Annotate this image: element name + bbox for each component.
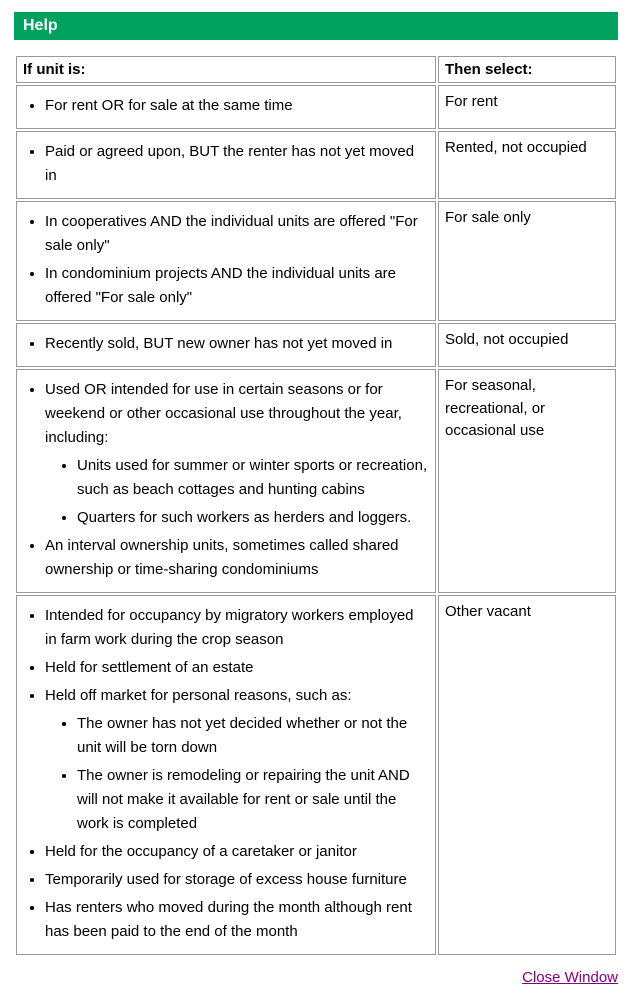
col-header-then-select: Then select: xyxy=(438,56,616,83)
condition-subitem: • The owner is remodeling or repairing the unit AND will not make it available for rent or sale until the work is completed xyxy=(77,764,429,836)
condition-cell xyxy=(16,201,436,321)
condition-cell xyxy=(16,85,436,129)
table-body xyxy=(16,85,616,955)
select-cell: Other vacant xyxy=(438,595,616,955)
table-row xyxy=(16,369,616,593)
close-window-link[interactable]: Close Window xyxy=(522,969,618,986)
condition-sublist xyxy=(45,712,429,836)
select-cell: For rent xyxy=(438,85,616,129)
condition-item: • Used OR intended for use in certain seasons or for weekend or other occasional use throughout the year, including: • Units used for summer or winter sports or recreation, such as beach cottages and hunting cabins • Quarters for such workers as herders and loggers. xyxy=(45,378,429,530)
condition-cell xyxy=(16,131,436,199)
table-row xyxy=(16,201,616,321)
select-cell: For seasonal, recreational, or occasional use xyxy=(438,369,616,593)
condition-list xyxy=(19,332,429,356)
condition-cell xyxy=(16,595,436,955)
condition-cell xyxy=(16,369,436,593)
condition-item: • Held for settlement of an estate xyxy=(45,656,429,680)
table-header-row xyxy=(16,56,616,83)
condition-item: • Paid or agreed upon, BUT the renter has not yet moved in xyxy=(45,140,429,188)
condition-cell xyxy=(16,323,436,367)
condition-item: • Recently sold, BUT new owner has not yet moved in xyxy=(45,332,429,356)
condition-list xyxy=(19,378,429,582)
condition-item: • An interval ownership units, sometimes called shared ownership or time-sharing condominiums xyxy=(45,534,429,582)
condition-item: • Intended for occupancy by migratory workers employed in farm work during the crop season xyxy=(45,604,429,652)
condition-item: • In condominium projects AND the individual units are offered "For sale only" xyxy=(45,262,429,310)
select-cell: Sold, not occupied xyxy=(438,323,616,367)
select-cell: For sale only xyxy=(438,201,616,321)
condition-list xyxy=(19,210,429,310)
footer xyxy=(14,969,618,986)
condition-list xyxy=(19,94,429,118)
table-row xyxy=(16,131,616,199)
condition-list xyxy=(19,604,429,944)
condition-item: • Held for the occupancy of a caretaker or janitor xyxy=(45,840,429,864)
col-header-if-unit-is: If unit is: xyxy=(16,56,436,83)
condition-list xyxy=(19,140,429,188)
condition-subitem: • Quarters for such workers as herders and loggers. xyxy=(77,506,429,530)
table-row xyxy=(16,323,616,367)
condition-item: • In cooperatives AND the individual units are offered "For sale only" xyxy=(45,210,429,258)
condition-item: • Has renters who moved during the month although rent has been paid to the end of the month xyxy=(45,896,429,944)
help-table xyxy=(14,54,618,957)
table-row xyxy=(16,85,616,129)
condition-item: • For rent OR for sale at the same time xyxy=(45,94,429,118)
condition-sublist xyxy=(45,454,429,530)
page-title: Help xyxy=(23,17,58,34)
condition-item: • Held off market for personal reasons, such as: • The owner has not yet decided whether or not the unit will be torn down • The owner is remodeling or repairing the unit AND will not make it available for rent or sale until the work is completed xyxy=(45,684,429,836)
condition-subitem: • The owner has not yet decided whether or not the unit will be torn down xyxy=(77,712,429,760)
help-titlebar xyxy=(14,12,618,40)
table-row xyxy=(16,595,616,955)
condition-subitem: • Units used for summer or winter sports or recreation, such as beach cottages and hunting cabins xyxy=(77,454,429,502)
condition-item: • Temporarily used for storage of excess house furniture xyxy=(45,868,429,892)
select-cell: Rented, not occupied xyxy=(438,131,616,199)
